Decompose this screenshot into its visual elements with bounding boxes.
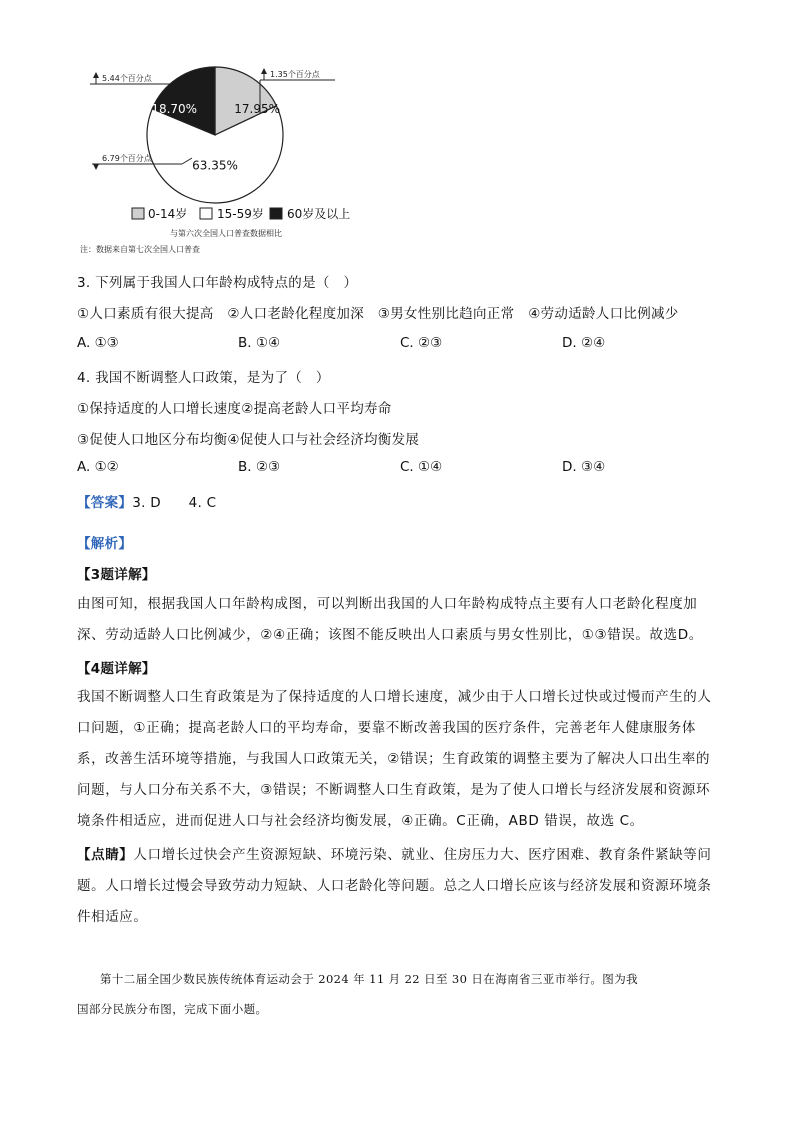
next-intro-line: 第十二届全国少数民族传统体育运动会于 2024 年 11 月 22 日至 30 日在海南省三亚市举行。图为我 (100, 972, 639, 986)
q4-item-2: ③促使人口地区分布均衡④促使人口与社会经济均衡发展 (77, 432, 420, 448)
legend-swatch-60 (270, 208, 282, 219)
chart-caption: 与第六次全国人口普查数据相比 (170, 229, 282, 238)
up-arrow-icon (93, 72, 99, 78)
q4-stem: 4. 我国不断调整人口政策，是为了（ ） (77, 370, 330, 386)
answer-label: 【答案】 (77, 495, 133, 511)
point-line-1 (77, 840, 712, 871)
legend-label-0-14: 0-14岁 (148, 207, 188, 221)
detail4-label: 【4题详解】 (77, 661, 156, 677)
annotation-text: 1.35个百分点 (270, 70, 320, 79)
q4-option-c: C. ①④ (400, 459, 443, 475)
detail4-line: 我国不断调整人口生育政策是为了保持适度的人口增长速度，减少由于人口增长过快或过慢而产生的人 (77, 689, 712, 705)
point-body (77, 840, 712, 933)
q3-option-b: B. ①④ (238, 335, 281, 351)
detail4-line: 问题，与人口分布关系不大，③错误；不断调整人口生育政策，是为了使人口增长与经济发展和资源环 (77, 782, 711, 798)
detail4-line: 口问题，①正确；提高老龄人口的平均寿命，要靠不断改善我国的医疗条件，完善老年人健康服务体 (77, 720, 697, 736)
next-intro (77, 964, 639, 1024)
up-arrow-icon (261, 68, 267, 74)
chart-note: 注：数据来自第七次全国人口普查 (80, 245, 200, 254)
q4-item-1: ①保持适度的人口增长速度②提高老龄人口平均寿命 (77, 401, 392, 417)
pie-slices (147, 67, 283, 203)
analysis-label: 【解析】 (77, 536, 133, 552)
detail4-line: 境条件相适应，进而促进人口与社会经济均衡发展，④正确。C正确，ABD 错误，故选 C。 (77, 813, 644, 829)
point-line: 件相适应。 (77, 909, 148, 925)
detail4-body (77, 682, 712, 837)
next-intro-line: 国部分民族分布图，完成下面小题。 (77, 1002, 268, 1016)
detail4-line: 系，改善生活环境等措施，与我国人口政策无关，②错误；生育政策的调整主要为了解决人口出生率的 (77, 751, 711, 767)
q4-option-a: A. ①② (77, 459, 119, 475)
pie-value-label-0: 17.95% (234, 102, 281, 117)
annotation-text: 5.44个百分点 (102, 74, 152, 83)
q4-option-b: B. ②③ (238, 459, 281, 475)
pie-value-label-1: 63.35% (192, 158, 238, 173)
pie-value-label-2: 18.70% (151, 102, 198, 117)
detail3-line: 深、劳动适龄人口比例减少，②④正确；该图不能反映出人口素质与男女性别比，①③错误。故选D。 (77, 627, 703, 643)
detail3-label: 【3题详解】 (77, 567, 156, 583)
detail3-body (77, 589, 703, 651)
legend (132, 206, 350, 221)
legend-label-15-59: 15-59岁 (217, 207, 264, 221)
down-arrow-icon (93, 164, 99, 170)
population-pie-chart (70, 60, 390, 260)
annotation-text: 6.79个百分点 (102, 154, 152, 163)
q3-option-c: C. ②③ (400, 335, 443, 351)
answer-text: 3. D 4. C (132, 495, 217, 511)
q3-option-d: D. ②④ (562, 335, 606, 351)
legend-swatch-0-14 (132, 208, 144, 219)
answer-line (77, 491, 216, 511)
detail3-line: 由图可知，根据我国人口年龄构成图，可以判断出我国的人口年龄构成特点主要有人口老龄化程度加 (77, 596, 698, 612)
q3-stem: 3. 下列属于我国人口年龄构成特点的是（ ） (77, 275, 358, 291)
point-line-text: 人口增长过快会产生资源短缺、环境污染、就业、住房压力大、医疗困难、教育条件紧缺等问 (133, 847, 712, 863)
legend-label-60: 60岁及以上 (287, 207, 351, 221)
annotation-5-44 (90, 72, 170, 84)
q3-items: ①人口素质有很大提高 ②人口老龄化程度加深 ③男女性别比趋向正常 ④劳动适龄人口比例减少 (77, 306, 679, 322)
q3-option-a: A. ①③ (77, 335, 119, 351)
point-line: 题。人口增长过慢会导致劳动力短缺、人口老龄化等问题。总之人口增长应该与经济发展和资源环境条 (77, 878, 712, 894)
legend-swatch-15-59 (200, 208, 212, 219)
q4-option-d: D. ③④ (562, 459, 606, 475)
point-label: 【点睛】 (77, 847, 134, 863)
